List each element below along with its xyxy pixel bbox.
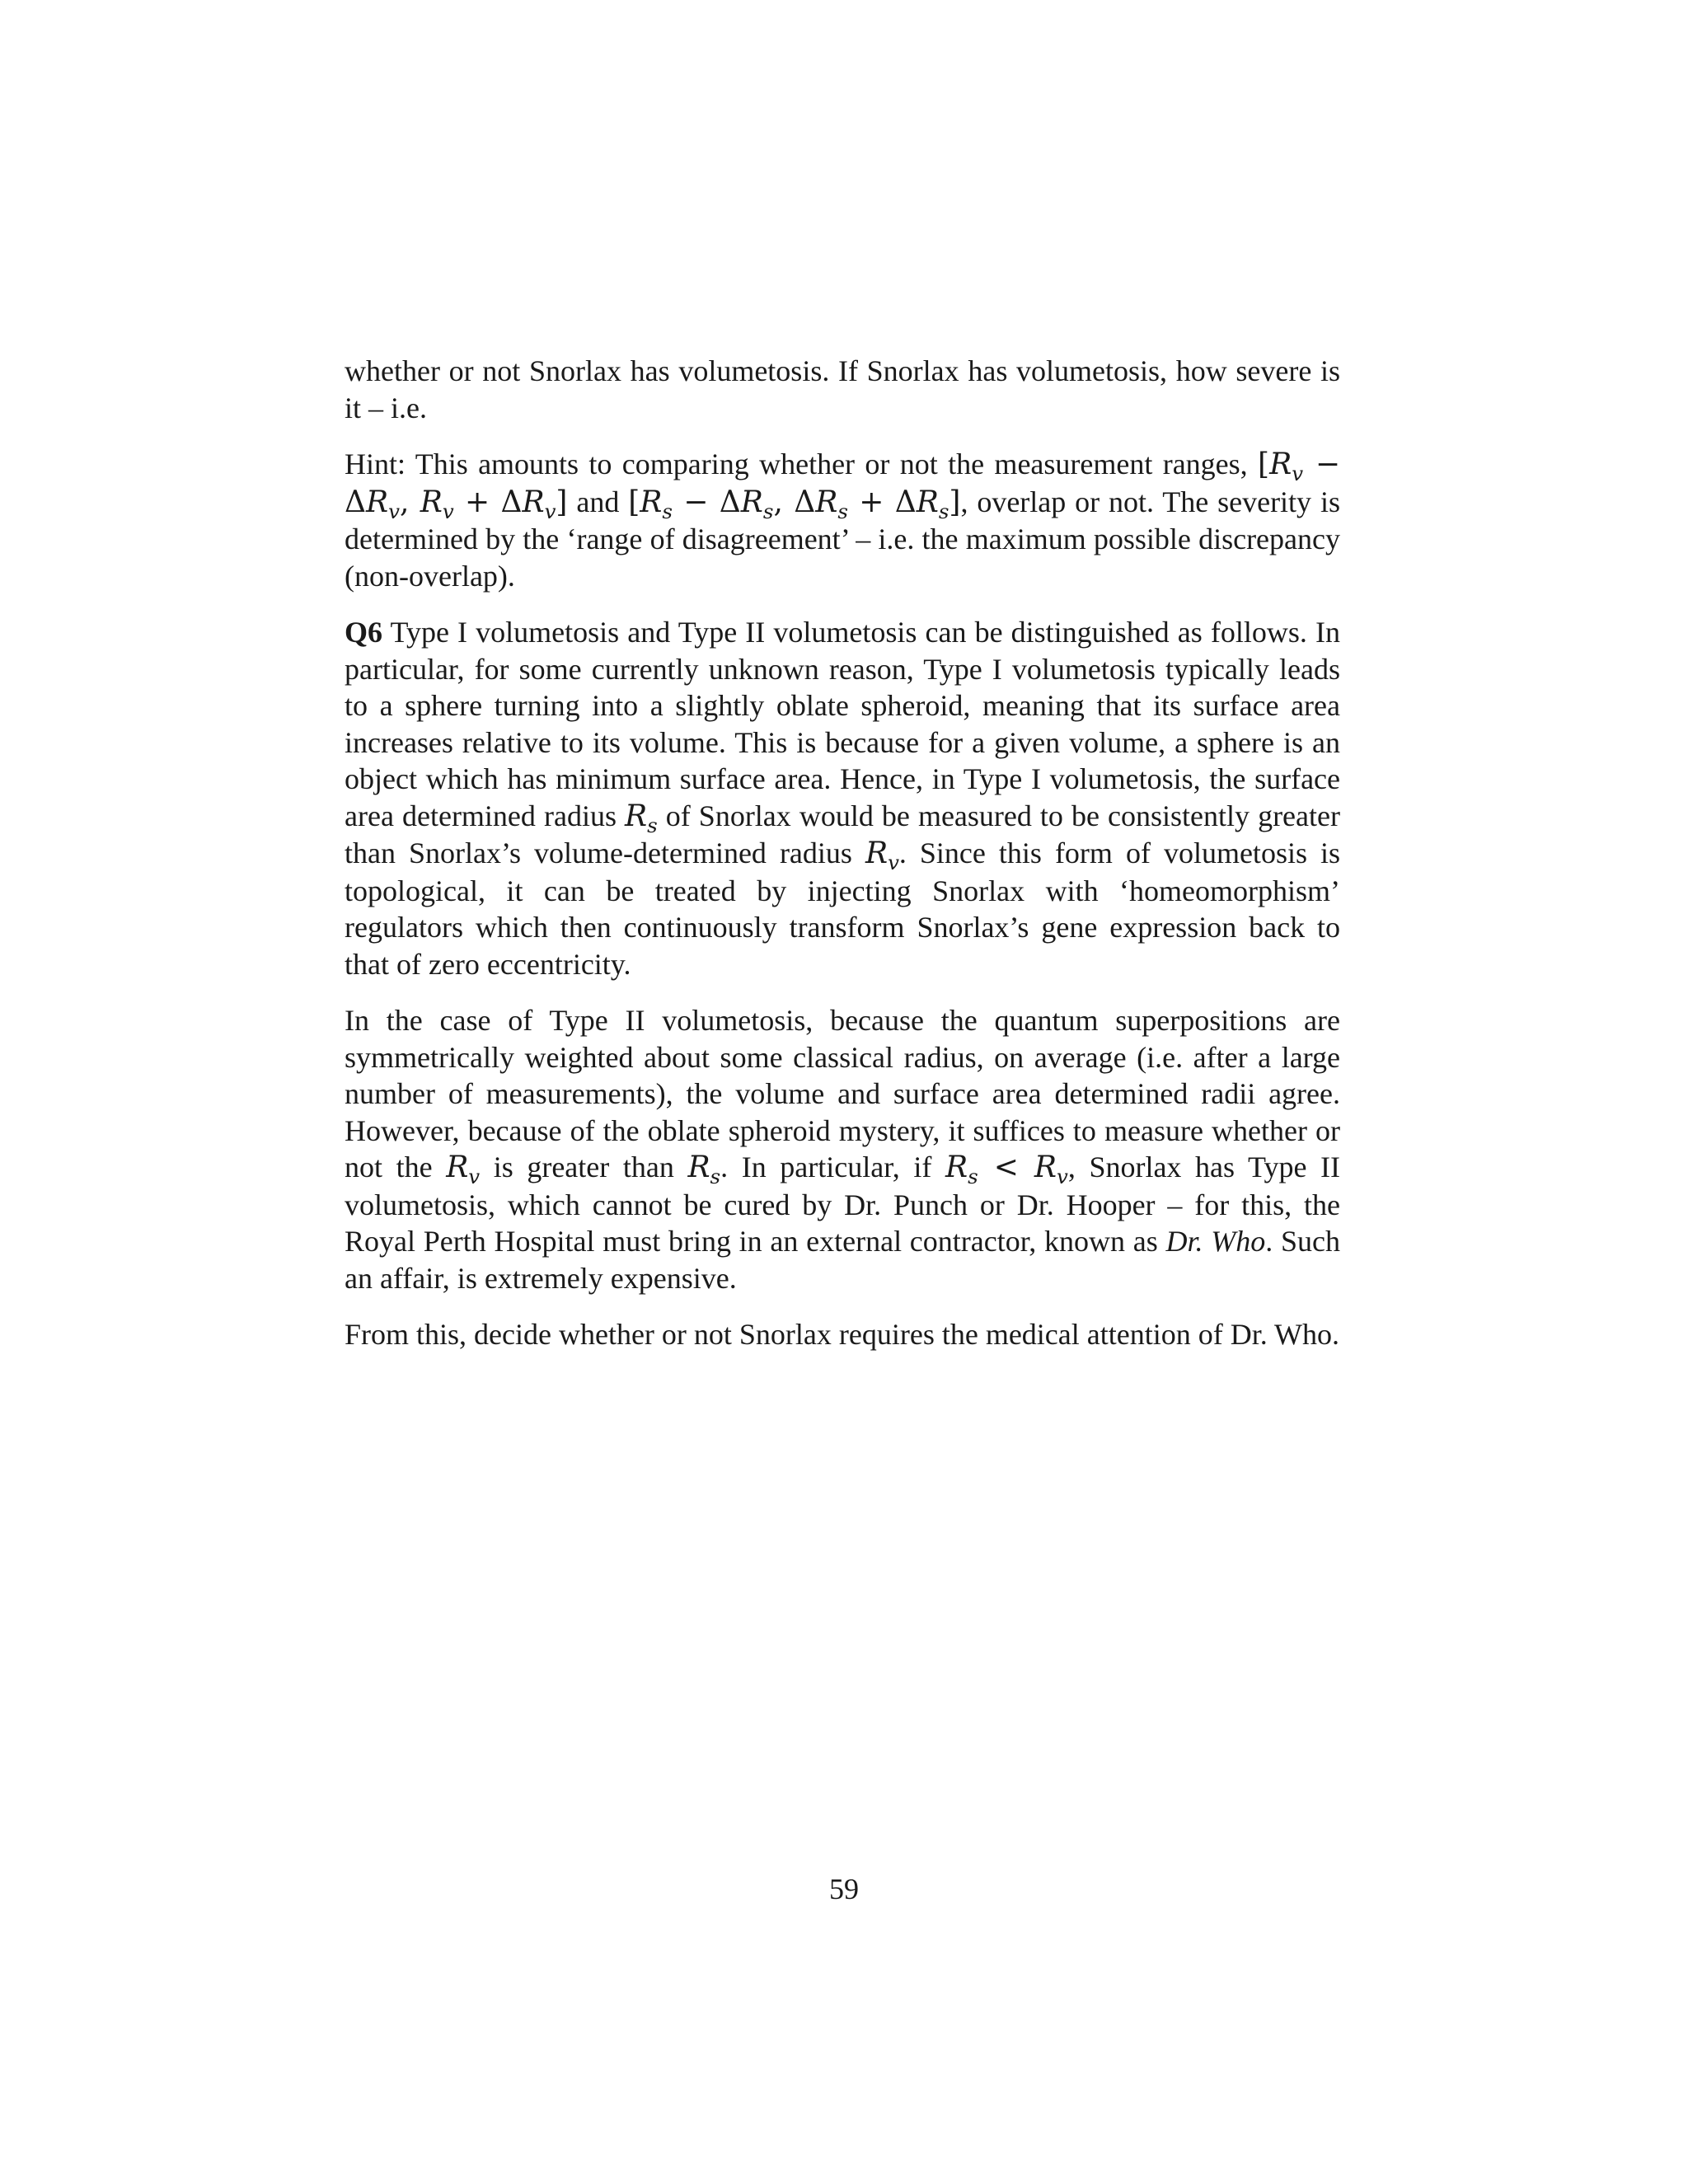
p3-text-d: , Snorlax has Type II volumetosis, which cannot be cured by Dr. Punch or Dr. Hooper – for this, the Royal Perth Hospital must bring in an external contractor, known as [345, 1151, 1340, 1258]
hint-lead-text: Hint: This amounts to comparing whether or not the measurement ranges, [345, 448, 1259, 480]
math-inequality: $R_s < R_v$ [945, 1151, 1068, 1189]
p3-text-b: is greater than [480, 1151, 688, 1183]
paragraph-text: From this, decide whether or not Snorlax requires the medical attention of Dr. Who. [345, 1318, 1340, 1351]
math-range-volume: [$R_v - \Delta R_v$, $R_v + \Delta R_v$] [345, 448, 1340, 523]
paragraph-text: whether or not Snorlax has volumetosis. If Snorlax has volumetosis, how severe is it – i.e. [345, 354, 1340, 424]
p3-text-e: . Such an affair, is extremely expensive. [345, 1225, 1340, 1295]
question-label: Q6 [345, 616, 383, 649]
paragraph-conclusion [345, 1316, 1340, 1353]
q6-text-a: Type I volumetosis and Type II volumetosis can be distinguished as follows. In particular, for some currently unknown reason, Type I volumetosis typically leads to a sphere turning into a slightly oblate spheroid, meaning that its surface area increases relative to its volume. This is because for a given volume, a sphere is an object which has minimum surface area. Hence, in Type I volumetosis, the surface area determined radius [345, 616, 1340, 832]
math-rs: $R_s$ [625, 799, 658, 837]
paragraph-q6 [345, 614, 1340, 982]
dr-who-emphasis: Dr. Who [1165, 1225, 1266, 1258]
math-rv: $R_v$ [865, 837, 899, 875]
p3-text-c: . In particular, if [720, 1151, 945, 1183]
q6-text-b: of Snorlax would be measured to be consistently greater than Snorlax’s volume-determined radius [345, 799, 1340, 869]
hint-tail-text: , overlap or not. The severity is determined by the ‘range of disagreement’ – i.e. the maximum possible discrepancy (non-overlap). [345, 485, 1340, 593]
math-rv: $R_v$ [446, 1151, 481, 1189]
page-number: 59 [829, 1872, 859, 1905]
hint-and-text: and [567, 485, 629, 518]
paragraph-severity-question [345, 353, 1340, 426]
paragraph-type-ii [345, 1002, 1340, 1296]
paragraph-hint [345, 446, 1340, 594]
math-rs: $R_s$ [687, 1151, 721, 1189]
page-body [345, 353, 1340, 1353]
p3-text-a: In the case of Type II volumetosis, because the quantum superpositions are symmetrically weighted about some classical radius, on average (i.e. after a large number of measurements), the volume and surface area determined radii agree. However, because of the oblate spheroid mystery, it suffices to measure whether or not the [345, 1004, 1340, 1183]
q6-text-c: . Since this form of volumetosis is topological, it can be treated by injecting Snorlax with ‘homeomorphism’ regulators which then continuously transform Snorlax’s gene expression back to that of zero eccentricity. [345, 837, 1340, 981]
math-range-surface: [$R_s - \Delta R_s$, $\Delta R_s + \Delta R_s$] [628, 485, 961, 523]
